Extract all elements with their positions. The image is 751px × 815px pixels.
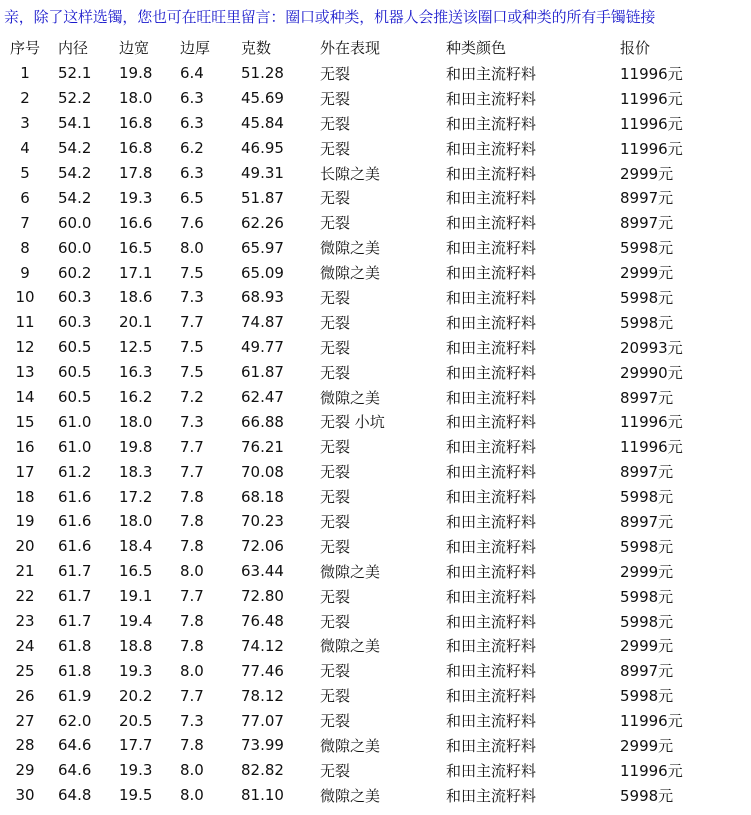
cell-inner-diameter: 61.6 bbox=[58, 512, 92, 531]
cell-weight: 45.84 bbox=[241, 114, 284, 133]
cell-band-thickness: 7.5 bbox=[180, 363, 204, 382]
cell-price: 29990元 bbox=[620, 363, 683, 382]
cell-appearance: 无裂 bbox=[320, 488, 351, 507]
cell-band-width: 19.3 bbox=[119, 761, 153, 780]
cell-type-color: 和田主流籽料 bbox=[446, 64, 537, 83]
cell-appearance: 无裂 bbox=[320, 687, 351, 706]
cell-inner-diameter: 61.8 bbox=[58, 636, 92, 655]
cell-serial: 9 bbox=[20, 263, 30, 282]
header-inner-diameter: 内径 bbox=[58, 39, 89, 57]
cell-price: 11996元 bbox=[620, 761, 683, 780]
table-row bbox=[0, 285, 751, 310]
cell-weight: 51.28 bbox=[241, 64, 284, 83]
header-appearance: 外在表现 bbox=[320, 39, 381, 57]
cell-appearance: 无裂 bbox=[320, 587, 351, 606]
cell-appearance: 无裂 bbox=[320, 463, 351, 482]
cell-appearance: 无裂 bbox=[320, 438, 351, 457]
cell-band-width: 16.8 bbox=[119, 114, 153, 133]
cell-band-thickness: 8.0 bbox=[180, 786, 204, 805]
cell-band-width: 17.1 bbox=[119, 263, 153, 282]
cell-type-color: 和田主流籽料 bbox=[446, 761, 537, 780]
table-row bbox=[0, 136, 751, 161]
table-row bbox=[0, 61, 751, 86]
cell-band-width: 18.0 bbox=[119, 512, 153, 531]
cell-weight: 46.95 bbox=[241, 139, 284, 158]
cell-appearance: 无裂 bbox=[320, 612, 351, 631]
cell-weight: 63.44 bbox=[241, 562, 284, 581]
cell-price: 11996元 bbox=[620, 139, 683, 158]
cell-band-thickness: 6.3 bbox=[180, 114, 204, 133]
cell-inner-diameter: 61.6 bbox=[58, 487, 92, 506]
cell-price: 11996元 bbox=[620, 64, 683, 83]
cell-price: 8997元 bbox=[620, 214, 674, 233]
cell-serial: 22 bbox=[15, 587, 35, 606]
cell-appearance: 无裂 bbox=[320, 64, 351, 83]
cell-weight: 76.48 bbox=[241, 612, 284, 631]
cell-inner-diameter: 60.2 bbox=[58, 263, 92, 282]
table-row bbox=[0, 633, 751, 658]
cell-price: 2999元 bbox=[620, 562, 674, 581]
cell-weight: 76.21 bbox=[241, 437, 284, 456]
cell-band-thickness: 7.7 bbox=[180, 437, 204, 456]
cell-inner-diameter: 61.7 bbox=[58, 587, 92, 606]
table-body bbox=[0, 61, 751, 808]
cell-appearance: 无裂 bbox=[320, 114, 351, 133]
cell-type-color: 和田主流籽料 bbox=[446, 438, 537, 457]
cell-band-thickness: 7.8 bbox=[180, 736, 204, 755]
cell-serial: 28 bbox=[15, 736, 35, 755]
cell-inner-diameter: 54.1 bbox=[58, 114, 92, 133]
cell-serial: 16 bbox=[15, 437, 35, 456]
cell-type-color: 和田主流籽料 bbox=[446, 413, 537, 432]
table-row bbox=[0, 360, 751, 385]
cell-weight: 77.46 bbox=[241, 661, 284, 680]
table-row bbox=[0, 509, 751, 534]
table-row bbox=[0, 708, 751, 733]
notice-text: 亲，除了这样选镯，您也可在旺旺里留言：圈口或种类，机器人会推送该圈口或种类的所有手镯链接 bbox=[4, 8, 656, 26]
cell-band-thickness: 8.0 bbox=[180, 238, 204, 257]
cell-serial: 8 bbox=[20, 238, 30, 257]
cell-type-color: 和田主流籽料 bbox=[446, 687, 537, 706]
cell-price: 11996元 bbox=[620, 413, 683, 432]
cell-type-color: 和田主流籽料 bbox=[446, 288, 537, 307]
cell-weight: 74.87 bbox=[241, 313, 284, 332]
cell-band-thickness: 7.7 bbox=[180, 313, 204, 332]
cell-band-width: 19.3 bbox=[119, 188, 153, 207]
cell-price: 5998元 bbox=[620, 288, 674, 307]
cell-band-width: 12.5 bbox=[119, 338, 153, 357]
header-band-width: 边宽 bbox=[119, 39, 150, 57]
table-row bbox=[0, 484, 751, 509]
cell-band-thickness: 8.0 bbox=[180, 661, 204, 680]
cell-serial: 20 bbox=[15, 537, 35, 556]
table-row bbox=[0, 534, 751, 559]
cell-band-width: 17.2 bbox=[119, 487, 153, 506]
cell-type-color: 和田主流籽料 bbox=[446, 736, 537, 755]
cell-band-thickness: 7.8 bbox=[180, 512, 204, 531]
cell-band-width: 17.8 bbox=[119, 164, 153, 182]
cell-price: 5998元 bbox=[620, 537, 674, 556]
cell-appearance: 无裂 小坑 bbox=[320, 413, 385, 432]
cell-appearance: 无裂 bbox=[320, 313, 351, 332]
cell-type-color: 和田主流籽料 bbox=[446, 189, 537, 208]
cell-price: 8997元 bbox=[620, 512, 674, 531]
cell-price: 8997元 bbox=[620, 388, 674, 407]
cell-type-color: 和田主流籽料 bbox=[446, 264, 537, 283]
cell-type-color: 和田主流籽料 bbox=[446, 488, 537, 507]
cell-band-width: 19.8 bbox=[119, 437, 153, 456]
cell-band-thickness: 6.3 bbox=[180, 89, 204, 108]
cell-inner-diameter: 62.0 bbox=[58, 711, 92, 730]
cell-inner-diameter: 61.7 bbox=[58, 562, 92, 581]
cell-appearance: 无裂 bbox=[320, 712, 351, 731]
cell-serial: 30 bbox=[15, 786, 35, 805]
cell-appearance: 无裂 bbox=[320, 189, 351, 208]
cell-appearance: 无裂 bbox=[320, 761, 351, 780]
table-row bbox=[0, 559, 751, 584]
header-weight: 克数 bbox=[241, 39, 272, 57]
cell-type-color: 和田主流籽料 bbox=[446, 114, 537, 133]
cell-band-width: 20.5 bbox=[119, 711, 153, 730]
cell-band-width: 18.3 bbox=[119, 462, 153, 481]
cell-band-width: 18.0 bbox=[119, 89, 153, 108]
cell-price: 20993元 bbox=[620, 338, 683, 357]
cell-weight: 70.23 bbox=[241, 512, 284, 531]
cell-weight: 62.47 bbox=[241, 388, 284, 407]
cell-band-thickness: 7.7 bbox=[180, 686, 204, 705]
cell-serial: 19 bbox=[15, 512, 35, 531]
cell-inner-diameter: 52.1 bbox=[58, 64, 92, 83]
cell-type-color: 和田主流籽料 bbox=[446, 712, 537, 731]
cell-appearance: 无裂 bbox=[320, 288, 351, 307]
cell-price: 5998元 bbox=[620, 313, 674, 332]
cell-type-color: 和田主流籽料 bbox=[446, 313, 537, 332]
cell-band-thickness: 7.8 bbox=[180, 537, 204, 556]
cell-band-width: 20.1 bbox=[119, 313, 153, 332]
cell-serial: 23 bbox=[15, 612, 35, 631]
cell-price: 11996元 bbox=[620, 712, 683, 731]
cell-inner-diameter: 61.0 bbox=[58, 412, 92, 431]
cell-weight: 51.87 bbox=[241, 188, 284, 207]
cell-appearance: 无裂 bbox=[320, 214, 351, 233]
cell-serial: 4 bbox=[20, 139, 30, 158]
header-band-thickness: 边厚 bbox=[180, 39, 211, 57]
table-row bbox=[0, 385, 751, 410]
cell-serial: 29 bbox=[15, 761, 35, 780]
cell-band-width: 19.4 bbox=[119, 612, 153, 631]
cell-appearance: 微隙之美 bbox=[320, 736, 381, 755]
cell-inner-diameter: 54.2 bbox=[58, 188, 92, 207]
table-row bbox=[0, 161, 751, 186]
cell-type-color: 和田主流籽料 bbox=[446, 662, 537, 681]
cell-type-color: 和田主流籽料 bbox=[446, 239, 537, 258]
cell-serial: 11 bbox=[15, 313, 35, 332]
cell-weight: 68.93 bbox=[241, 288, 284, 307]
cell-weight: 62.26 bbox=[241, 213, 284, 232]
table-row bbox=[0, 658, 751, 683]
cell-inner-diameter: 60.0 bbox=[58, 238, 92, 257]
cell-inner-diameter: 54.2 bbox=[58, 139, 92, 158]
cell-inner-diameter: 64.8 bbox=[58, 786, 92, 805]
table-row bbox=[0, 609, 751, 634]
cell-inner-diameter: 64.6 bbox=[58, 736, 92, 755]
cell-inner-diameter: 61.8 bbox=[58, 661, 92, 680]
cell-appearance: 无裂 bbox=[320, 338, 351, 357]
cell-weight: 74.12 bbox=[241, 636, 284, 655]
cell-price: 11996元 bbox=[620, 438, 683, 457]
table-row bbox=[0, 86, 751, 111]
cell-band-thickness: 6.3 bbox=[180, 164, 204, 182]
cell-serial: 17 bbox=[15, 462, 35, 481]
cell-band-width: 19.5 bbox=[119, 786, 153, 805]
table-row bbox=[0, 310, 751, 335]
table-row bbox=[0, 434, 751, 459]
cell-weight: 49.31 bbox=[241, 164, 284, 182]
cell-serial: 27 bbox=[15, 711, 35, 730]
cell-appearance: 微隙之美 bbox=[320, 562, 381, 581]
cell-inner-diameter: 61.0 bbox=[58, 437, 92, 456]
cell-appearance: 无裂 bbox=[320, 537, 351, 556]
cell-type-color: 和田主流籽料 bbox=[446, 463, 537, 482]
cell-price: 8997元 bbox=[620, 189, 674, 208]
cell-band-thickness: 8.0 bbox=[180, 562, 204, 581]
cell-serial: 5 bbox=[20, 164, 30, 182]
table-row bbox=[0, 683, 751, 708]
cell-price: 5998元 bbox=[620, 786, 674, 805]
bracelet-table bbox=[0, 34, 751, 808]
cell-type-color: 和田主流籽料 bbox=[446, 164, 537, 183]
cell-band-thickness: 7.3 bbox=[180, 288, 204, 307]
cell-band-thickness: 7.3 bbox=[180, 412, 204, 431]
cell-band-width: 19.1 bbox=[119, 587, 153, 606]
cell-serial: 1 bbox=[20, 64, 30, 83]
cell-price: 8997元 bbox=[620, 463, 674, 482]
cell-type-color: 和田主流籽料 bbox=[446, 89, 537, 108]
cell-inner-diameter: 64.6 bbox=[58, 761, 92, 780]
cell-band-width: 16.6 bbox=[119, 213, 153, 232]
cell-weight: 66.88 bbox=[241, 412, 284, 431]
table-row bbox=[0, 584, 751, 609]
cell-serial: 21 bbox=[15, 562, 35, 581]
table-row bbox=[0, 260, 751, 285]
cell-inner-diameter: 61.7 bbox=[58, 612, 92, 631]
cell-band-width: 18.4 bbox=[119, 537, 153, 556]
cell-appearance: 长隙之美 bbox=[320, 164, 381, 183]
cell-inner-diameter: 61.6 bbox=[58, 537, 92, 556]
cell-weight: 65.97 bbox=[241, 238, 284, 257]
cell-appearance: 无裂 bbox=[320, 363, 351, 382]
cell-band-thickness: 7.7 bbox=[180, 587, 204, 606]
cell-type-color: 和田主流籽料 bbox=[446, 537, 537, 556]
cell-weight: 68.18 bbox=[241, 487, 284, 506]
cell-band-thickness: 7.8 bbox=[180, 612, 204, 631]
cell-band-width: 16.5 bbox=[119, 562, 153, 581]
cell-band-width: 20.2 bbox=[119, 686, 153, 705]
cell-serial: 14 bbox=[15, 388, 35, 407]
cell-weight: 70.08 bbox=[241, 462, 284, 481]
table-row bbox=[0, 111, 751, 136]
cell-type-color: 和田主流籽料 bbox=[446, 338, 537, 357]
table-row bbox=[0, 459, 751, 484]
cell-type-color: 和田主流籽料 bbox=[446, 139, 537, 158]
cell-type-color: 和田主流籽料 bbox=[446, 587, 537, 606]
cell-type-color: 和田主流籽料 bbox=[446, 512, 537, 531]
cell-band-width: 19.3 bbox=[119, 661, 153, 680]
cell-appearance: 微隙之美 bbox=[320, 239, 381, 258]
cell-appearance: 微隙之美 bbox=[320, 388, 381, 407]
cell-weight: 45.69 bbox=[241, 89, 284, 108]
cell-band-thickness: 6.2 bbox=[180, 139, 204, 158]
cell-serial: 3 bbox=[20, 114, 30, 133]
cell-serial: 2 bbox=[20, 89, 30, 108]
cell-type-color: 和田主流籽料 bbox=[446, 562, 537, 581]
cell-price: 11996元 bbox=[620, 89, 683, 108]
cell-type-color: 和田主流籽料 bbox=[446, 637, 537, 656]
cell-appearance: 无裂 bbox=[320, 512, 351, 531]
cell-serial: 7 bbox=[20, 213, 30, 232]
cell-inner-diameter: 52.2 bbox=[58, 89, 92, 108]
cell-serial: 6 bbox=[20, 188, 30, 207]
cell-band-width: 16.5 bbox=[119, 238, 153, 257]
cell-band-thickness: 8.0 bbox=[180, 761, 204, 780]
table-row bbox=[0, 758, 751, 783]
cell-serial: 15 bbox=[15, 412, 35, 431]
cell-band-thickness: 7.8 bbox=[180, 487, 204, 506]
cell-weight: 82.82 bbox=[241, 761, 284, 780]
header-price: 报价 bbox=[620, 39, 651, 57]
cell-appearance: 无裂 bbox=[320, 139, 351, 158]
cell-appearance: 微隙之美 bbox=[320, 786, 381, 805]
cell-price: 5998元 bbox=[620, 488, 674, 507]
cell-serial: 12 bbox=[15, 338, 35, 357]
cell-band-width: 16.3 bbox=[119, 363, 153, 382]
cell-inner-diameter: 60.5 bbox=[58, 388, 92, 407]
cell-price: 2999元 bbox=[620, 264, 674, 283]
cell-band-thickness: 7.3 bbox=[180, 711, 204, 730]
cell-price: 5998元 bbox=[620, 612, 674, 631]
cell-appearance: 微隙之美 bbox=[320, 637, 381, 656]
header-type-color: 种类颜色 bbox=[446, 39, 507, 57]
table-row bbox=[0, 185, 751, 210]
cell-inner-diameter: 61.9 bbox=[58, 686, 92, 705]
cell-weight: 61.87 bbox=[241, 363, 284, 382]
cell-band-thickness: 7.5 bbox=[180, 338, 204, 357]
cell-type-color: 和田主流籽料 bbox=[446, 612, 537, 631]
table-header-row bbox=[0, 34, 751, 61]
header-serial: 序号 bbox=[10, 39, 41, 57]
cell-band-thickness: 7.5 bbox=[180, 263, 204, 282]
cell-price: 5998元 bbox=[620, 587, 674, 606]
cell-inner-diameter: 60.5 bbox=[58, 363, 92, 382]
cell-type-color: 和田主流籽料 bbox=[446, 786, 537, 805]
cell-inner-diameter: 60.3 bbox=[58, 288, 92, 307]
cell-weight: 78.12 bbox=[241, 686, 284, 705]
cell-band-width: 17.7 bbox=[119, 736, 153, 755]
cell-weight: 72.80 bbox=[241, 587, 284, 606]
cell-weight: 77.07 bbox=[241, 711, 284, 730]
cell-price: 2999元 bbox=[620, 736, 674, 755]
table-row bbox=[0, 335, 751, 360]
cell-serial: 10 bbox=[15, 288, 35, 307]
cell-appearance: 微隙之美 bbox=[320, 264, 381, 283]
cell-band-width: 16.2 bbox=[119, 388, 153, 407]
cell-serial: 24 bbox=[15, 636, 35, 655]
table-row bbox=[0, 235, 751, 260]
cell-band-width: 16.8 bbox=[119, 139, 153, 158]
cell-type-color: 和田主流籽料 bbox=[446, 388, 537, 407]
cell-inner-diameter: 60.0 bbox=[58, 213, 92, 232]
cell-appearance: 无裂 bbox=[320, 89, 351, 108]
cell-appearance: 无裂 bbox=[320, 662, 351, 681]
cell-serial: 18 bbox=[15, 487, 35, 506]
cell-band-width: 18.0 bbox=[119, 412, 153, 431]
cell-serial: 26 bbox=[15, 686, 35, 705]
cell-type-color: 和田主流籽料 bbox=[446, 214, 537, 233]
cell-type-color: 和田主流籽料 bbox=[446, 363, 537, 382]
cell-inner-diameter: 60.3 bbox=[58, 313, 92, 332]
cell-weight: 81.10 bbox=[241, 786, 284, 805]
cell-inner-diameter: 61.2 bbox=[58, 462, 92, 481]
cell-price: 5998元 bbox=[620, 687, 674, 706]
cell-band-thickness: 7.7 bbox=[180, 462, 204, 481]
cell-band-width: 18.8 bbox=[119, 636, 153, 655]
cell-inner-diameter: 54.2 bbox=[58, 164, 92, 182]
cell-price: 8997元 bbox=[620, 662, 674, 681]
cell-band-width: 19.8 bbox=[119, 64, 153, 83]
table-row bbox=[0, 733, 751, 758]
cell-band-thickness: 6.5 bbox=[180, 188, 204, 207]
cell-serial: 25 bbox=[15, 661, 35, 680]
table-row bbox=[0, 783, 751, 808]
cell-inner-diameter: 60.5 bbox=[58, 338, 92, 357]
cell-band-thickness: 7.2 bbox=[180, 388, 204, 407]
cell-band-thickness: 7.8 bbox=[180, 636, 204, 655]
cell-weight: 65.09 bbox=[241, 263, 284, 282]
table-row bbox=[0, 409, 751, 434]
cell-price: 2999元 bbox=[620, 637, 674, 656]
cell-price: 2999元 bbox=[620, 164, 674, 183]
cell-weight: 49.77 bbox=[241, 338, 284, 357]
table-row bbox=[0, 210, 751, 235]
cell-price: 5998元 bbox=[620, 239, 674, 258]
cell-price: 11996元 bbox=[620, 114, 683, 133]
cell-weight: 72.06 bbox=[241, 537, 284, 556]
cell-band-thickness: 6.4 bbox=[180, 64, 204, 83]
cell-weight: 73.99 bbox=[241, 736, 284, 755]
cell-serial: 13 bbox=[15, 363, 35, 382]
cell-band-width: 18.6 bbox=[119, 288, 153, 307]
cell-band-thickness: 7.6 bbox=[180, 213, 204, 232]
